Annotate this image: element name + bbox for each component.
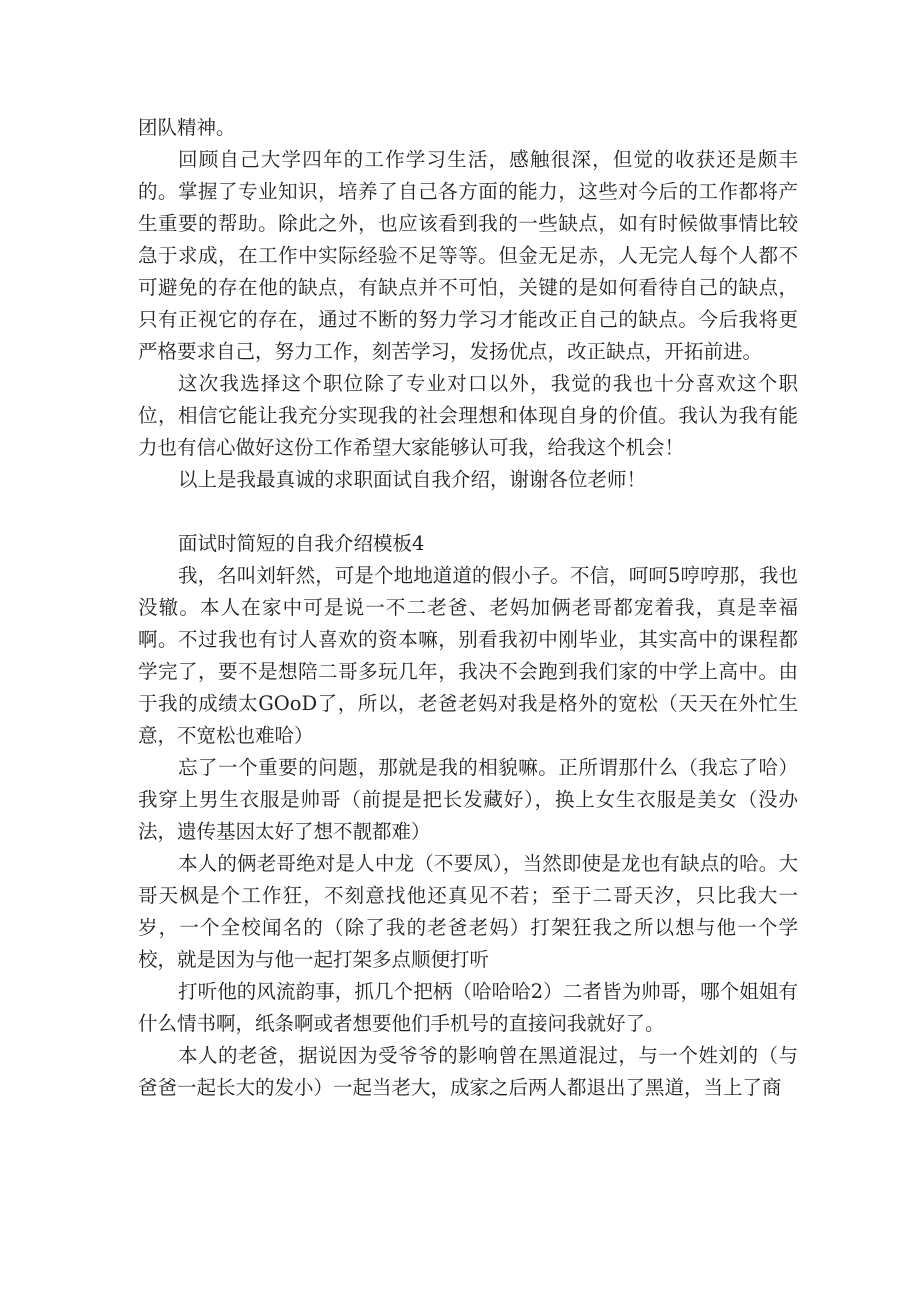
paragraph-9: 本人的老爸，据说因为受爷爷的影响曾在黑道混过，与一个姓刘的（与爸爸一起长大的发小）一起当老大，成家之后两人都退出了黑道，当上了商 [138, 1044, 798, 1099]
paragraph-7: 本人的俩老哥绝对是人中龙（不要凤），当然即使是龙也有缺点的哈。大哥天枫是个工作狂，不刻意找他还真见不若；至于二哥天汐，只比我大一岁，一个全校闻名的（除了我的老爸老妈）打架狂我之所以想与他一个学校，就是因为与他一起打架多点顺便打听 [138, 852, 798, 971]
paragraph-6: 忘了一个重要的问题，那就是我的相貌嘛。正所谓那什么（我忘了哈）我穿上男生衣服是帅哥（前提是把长发藏好），换上女生衣服是美女（没办法，遗传基因太好了想不靓都难） [138, 756, 798, 843]
paragraph-3: 这次我选择这个职位除了专业对口以外，我觉的我也十分喜欢这个职位，相信它能让我充分实现我的社会理想和体现自身的价值。我认为我有能力也有信心做好这份工作希望大家能够认可我，给我这个机会！ [138, 372, 798, 459]
paragraph-5: 我，名叫刘轩然，可是个地地道道的假小子。不信，呵呵5哼哼那，我也没辙。本人在家中可是说一不二老爸、老妈加俩老哥都宠着我，真是幸福啊。不过我也有讨人喜欢的资本嘛，别看我初中刚毕业，其实高中的课程都学完了，要不是想陪二哥多玩几年，我决不会跑到我们家的中学上高中。由于我的成绩太GOoD了，所以，老爸老妈对我是格外的宽松（天天在外忙生意，不宽松也难哈） [138, 564, 798, 747]
section-heading: 面试时简短的自我介绍模板4 [178, 532, 425, 555]
paragraph-2: 回顾自己大学四年的工作学习生活，感触很深，但觉的收获还是颇丰的。掌握了专业知识，培养了自己各方面的能力，这些对今后的工作都将产生重要的帮助。除此之外，也应该看到我的一些缺点，如有时候做事情比较急于求成，在工作中实际经验不足等等。但金无足赤，人无完人每个人都不可避免的存在他的缺点，有缺点并不可怕，关键的是如何看待自己的缺点，只有正视它的存在，通过不断的努力学习才能改正自己的缺点。今后我将更严格要求自己，努力工作，刻苦学习，发扬优点，改正缺点，开拓前进。 [138, 148, 798, 363]
paragraph-4: 以上是我最真诚的求职面试自我介绍，谢谢各位老师！ [178, 468, 647, 491]
paragraph-8: 打听他的风流韵事，抓几个把柄（哈哈哈2）二者皆为帅哥，哪个姐姐有什么情书啊，纸条啊或者想要他们手机号的直接问我就好了。 [138, 980, 798, 1035]
document-body [138, 112, 798, 1104]
paragraph-1: 团队精神。 [138, 116, 236, 139]
